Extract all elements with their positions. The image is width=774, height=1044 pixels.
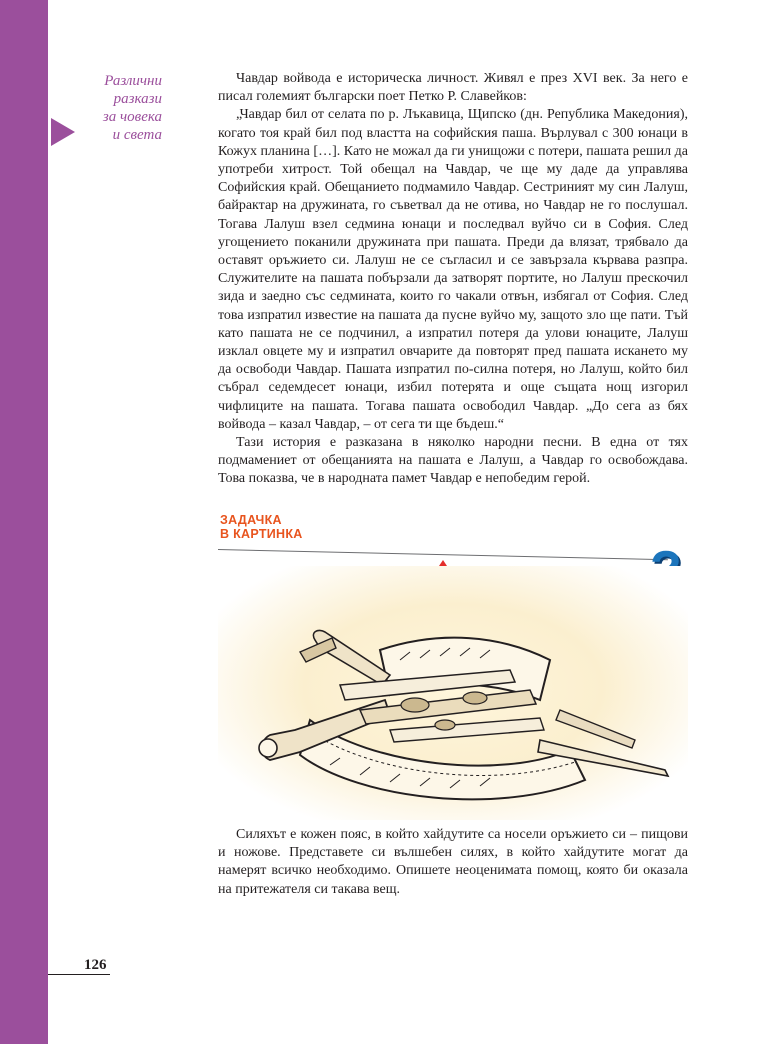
task-label-line: ЗАДАЧКА	[220, 513, 282, 527]
pistol-pommel	[259, 739, 277, 757]
sidebar-color-band	[0, 0, 48, 1044]
task-label-line: В КАРТИНКА	[220, 527, 303, 541]
paragraph: Тази история е разказана в няколко народни песни. В една от тях подмамениет от обещанията на пашата е Лалуш, а Чавдар го освобождава. Това показва, че в народната памет Чавдар е непобедим герой.	[218, 435, 688, 487]
paragraph: „Чавдар бил от селата по р. Лъкавица, Щипско (дн. Република Македония), когато тоя край бил под властта на софийския паша. Върлувал с 300 юнаци в Кожух планина […]. Като не можал да ги унищожи с потери, пашата решил да употреби хитрост. Той обещал на Чавдар, че ще му даде да управлява Софийския край. Обещанието подмамило Чавдар. Сестриният му син Лалуш, байрактар на дружината, го съветвал да не отива, но Чавдар не го послушал. Тогава Лалуш взел седмина юнаци и последвал вуйчо си в София. След угощението поканили дружината при пашата. Преди да влязат, трябвало да оставят оръжието си. Лалуш не се съгласил и се завързала кървава разпра. Служителите на пашата побързали да затворят портите, но Лалуш прескочил зида и заедно със седмината, които го чакали отвън, избягал от София. След това изпратил известие на пашата да пусне вуйчо му, защото зло ще пати. Тъй като пашата не се подчинил, а изпратил потеря да улови юнаците, Лалуш изклал овцете му и изпратил овчарите да повторят пред пашата искането му да освободи Чавдар. Пашата изпратил по-силна потеря, но Лалуш, който бил събрал седемдесет юнаци, избил потерята и още същата нощ изгорил чифлиците на пашата. Тогава пашата освободил Чавдар. „До сега аз бях войвода – казал Чавдар, – от сега ти ще бъдеш.“	[218, 107, 688, 432]
belt-with-weapons-illustration	[240, 590, 680, 820]
task-divider	[218, 549, 668, 560]
caption-paragraph: Силяхът е кожен пояс, в който хайдутите са носели оръжието си – пищови и ножове. Представете си вълшебен силях, в който хайдутите могат да намерят всичко необходимо. Опишете неоценимата помощ, която би оказала на притежателя си такава вещ.	[218, 827, 688, 897]
blade-middle-3	[390, 718, 544, 742]
section-title	[70, 72, 162, 144]
section-arrow-icon	[51, 118, 75, 146]
dagger-top	[313, 630, 390, 685]
section-title-line: за човека	[102, 109, 162, 125]
ornament	[435, 720, 455, 730]
knife-sheath-right	[556, 710, 635, 748]
section-title-line: разкази	[113, 91, 162, 107]
section-title-line: Различни	[104, 73, 162, 89]
main-text	[218, 70, 688, 489]
task-label	[220, 513, 303, 541]
section-title-line: и света	[112, 127, 162, 143]
ornament	[463, 692, 487, 704]
ornament	[401, 698, 429, 712]
paragraph: Чавдар войвода е историческа личност. Живял е през XVI век. За него е писал големият български поет Петко Р. Славейков:	[218, 71, 688, 105]
task-caption	[218, 826, 688, 899]
footer-rule	[48, 974, 110, 975]
page-number: 126	[84, 957, 107, 973]
